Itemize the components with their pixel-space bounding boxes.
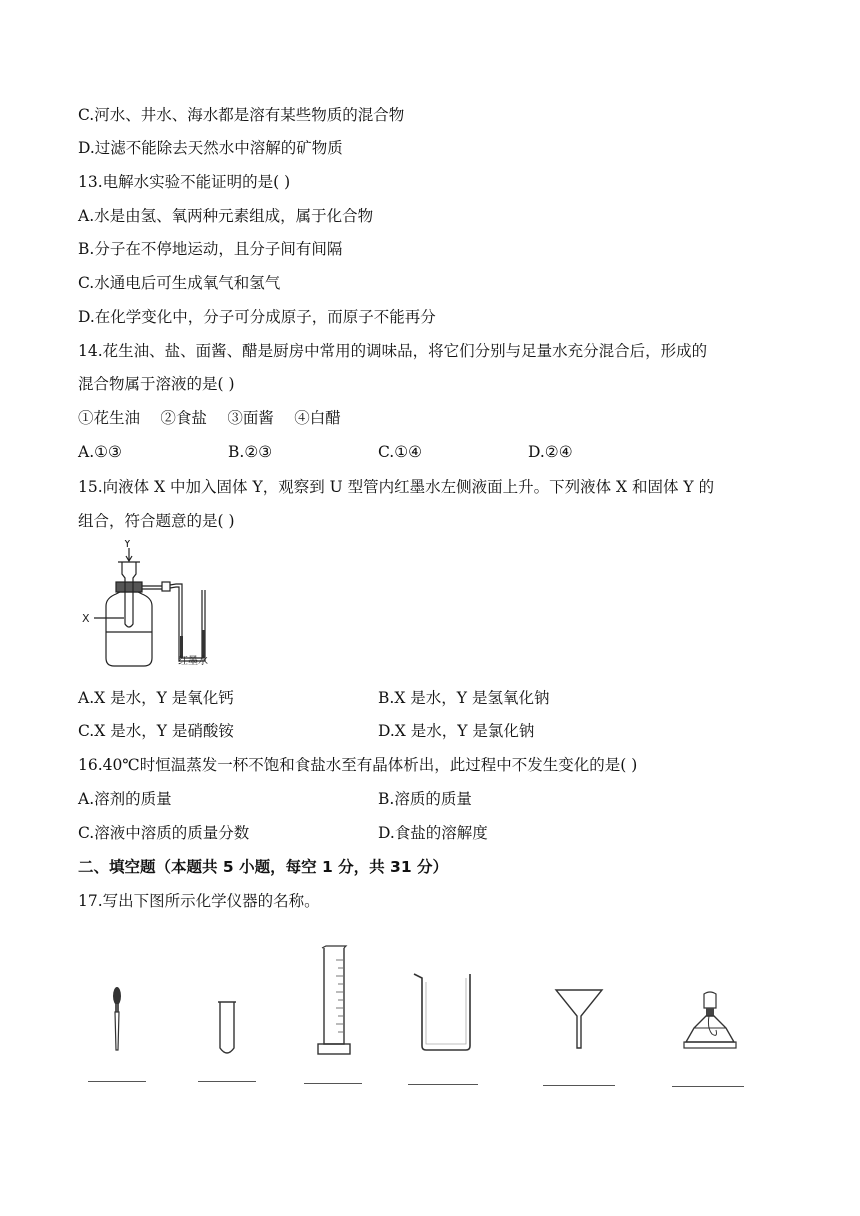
q15-option-d: D.X 是水，Y 是氯化钠 (378, 722, 535, 740)
q13-stem: 13.电解水实验不能证明的是( ) (78, 173, 291, 191)
section-fill-in-heading: 二、填空题（本题共 5 小题，每空 1 分，共 31 分） (78, 858, 449, 876)
answer-blank-5[interactable] (543, 1085, 615, 1086)
q15-option-b: B.X 是水，Y 是氢氧化钠 (378, 689, 550, 707)
q16-stem: 16.40℃时恒温蒸发一杯不饱和食盐水至有晶体析出，此过程中不发生变化的是( ) (78, 756, 638, 774)
graduated-cylinder-figure (312, 944, 356, 1058)
q15-stem-line2: 组合，符合题意的是( ) (78, 512, 235, 530)
q16-option-d: D.食盐的溶解度 (378, 824, 488, 842)
q15-option-c: C.X 是水，Y 是硝酸铵 (78, 722, 234, 740)
q13-option-c: C.水通电后可生成氧气和氢气 (78, 274, 281, 292)
q15-label-x: X (82, 612, 90, 625)
q12-option-c: C.河水、井水、海水都是溶有某些物质的混合物 (78, 106, 405, 124)
q15-stem-line1: 15.向液体 X 中加入固体 Y，观察到 U 型管内红墨水左侧液面上升。下列液体 X 和固体 Y 的 (78, 478, 715, 496)
q14-stem-line2: 混合物属于溶液的是( ) (78, 375, 235, 393)
q14-option-b: B.②③ (228, 443, 273, 461)
beaker-figure (408, 968, 476, 1054)
answer-blank-4[interactable] (408, 1084, 478, 1085)
q12-option-d: D.过滤不能除去天然水中溶解的矿物质 (78, 139, 343, 157)
q15-label-y: Y (124, 540, 131, 550)
q14-items: ①花生油 ②食盐 ③面酱 ④白醋 (78, 409, 341, 427)
q15-label-ink: 红墨水 (178, 656, 208, 667)
q16-option-c: C.溶液中溶质的质量分数 (78, 824, 250, 842)
q15-apparatus-figure (78, 540, 238, 670)
q14-option-c: C.①④ (378, 443, 423, 461)
answer-blank-2[interactable] (198, 1081, 256, 1082)
q13-option-b: B.分子在不停地运动，且分子间有间隔 (78, 240, 343, 258)
q16-option-b: B.溶质的质量 (378, 790, 472, 808)
q15-option-a: A.X 是水，Y 是氧化钙 (78, 689, 234, 707)
answer-blank-3[interactable] (304, 1083, 362, 1084)
q13-option-a: A.水是由氢、氧两种元素组成，属于化合物 (78, 207, 374, 225)
q13-option-d: D.在化学变化中，分子可分成原子，而原子不能再分 (78, 308, 436, 326)
answer-blank-1[interactable] (88, 1081, 146, 1082)
alcohol-lamp-figure (680, 990, 740, 1052)
q14-option-a: A.①③ (78, 443, 122, 461)
q17-stem: 17.写出下图所示化学仪器的名称。 (78, 892, 320, 910)
funnel-figure (552, 986, 606, 1052)
q14-option-d: D.②④ (528, 443, 573, 461)
dropper-figure (104, 984, 130, 1056)
q16-option-a: A.溶剂的质量 (78, 790, 172, 808)
q14-stem-line1: 14.花生油、盐、面酱、醋是厨房中常用的调味品，将它们分别与足量水充分混合后，形成的 (78, 342, 708, 360)
test-tube-figure (212, 1000, 242, 1060)
answer-blank-6[interactable] (672, 1086, 744, 1087)
